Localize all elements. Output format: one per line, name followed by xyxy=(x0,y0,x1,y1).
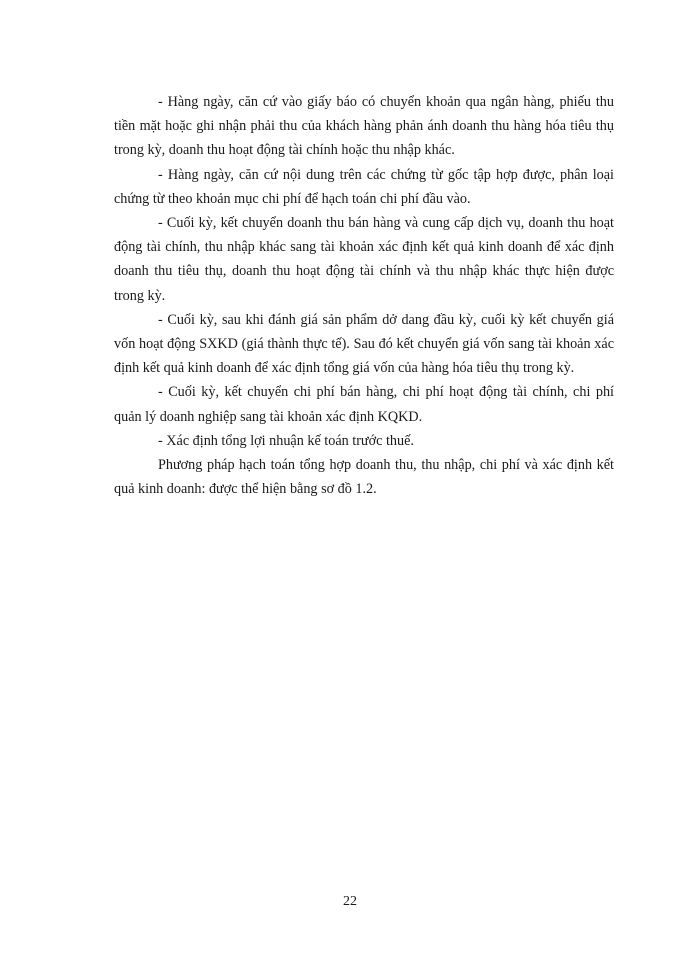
paragraph-2: - Hàng ngày, căn cứ nội dung trên các chứng từ gốc tập hợp được, phân loại chứng từ theo khoản mục chi phí để hạch toán chi phí đầu vào. xyxy=(114,166,614,207)
page-number: 22 xyxy=(343,894,357,909)
paragraph-5: - Cuối kỳ, kết chuyển chi phí bán hàng, chi phí hoạt động tài chính, chi phí quản lý doanh nghiệp sang tài khoản xác định KQKD. xyxy=(114,384,614,425)
paragraph-7: Phương pháp hạch toán tổng hợp doanh thu, thu nhập, chi phí và xác định kết quả kinh doanh: được thể hiện bằng sơ đồ 1.2. xyxy=(114,457,614,498)
body-text xyxy=(114,90,614,501)
paragraph-1: - Hàng ngày, căn cứ vào giấy báo có chuyển khoản qua ngân hàng, phiếu thu tiền mặt hoặc ghi nhận phải thu của khách hàng phản ánh doanh thu hàng hóa tiêu thụ trong kỳ, doanh thu hoạt động tài chính hoặc thu nhập khác. xyxy=(114,94,614,159)
paragraph-4: - Cuối kỳ, sau khi đánh giá sản phẩm dở dang đầu kỳ, cuối kỳ kết chuyển giá vốn hoạt động SXKD (giá thành thực tế). Sau đó kết chuyển giá vốn sang tài khoản xác định kết quả kinh doanh để xác định tổng giá vốn của hàng hóa tiêu thụ trong kỳ. xyxy=(114,311,614,377)
paragraph-3: - Cuối kỳ, kết chuyển doanh thu bán hàng và cung cấp dịch vụ, doanh thu hoạt động tài chính, thu nhập khác sang tài khoản xác định kết quả kinh doanh để xác định doanh thu tiêu thụ, doanh thu hoạt động tài chính và thu nhập khác thực hiện được trong kỳ. xyxy=(114,215,614,304)
paragraph-6: - Xác định tổng lợi nhuận kế toán trước thuế. xyxy=(158,432,414,449)
